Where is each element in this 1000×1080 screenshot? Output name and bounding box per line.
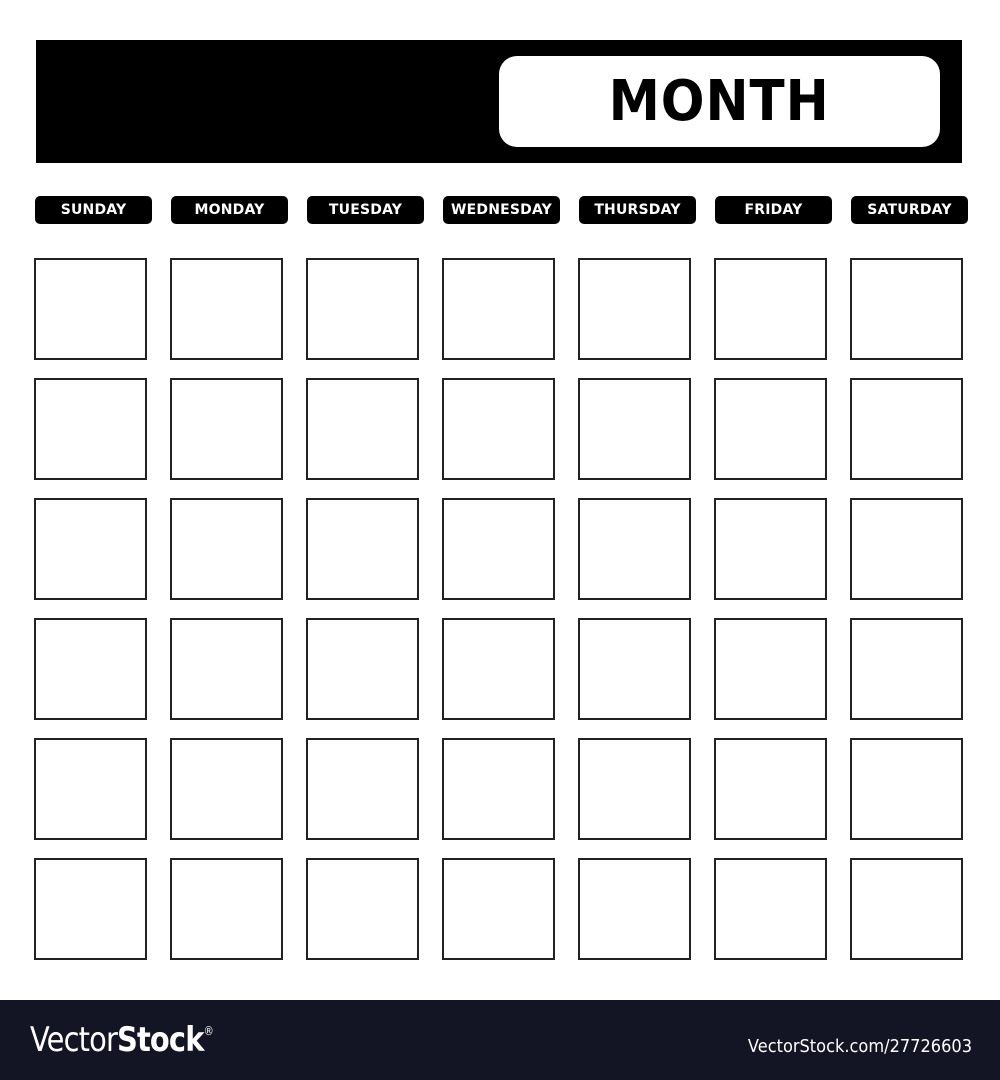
day-cell (306, 378, 419, 480)
day-cell (170, 258, 283, 360)
day-cell (578, 258, 691, 360)
day-cell (442, 498, 555, 600)
weekday-label-friday: FRIDAY (715, 196, 832, 224)
day-cell (306, 498, 419, 600)
day-cell (850, 498, 963, 600)
day-cell (170, 618, 283, 720)
day-cell (714, 738, 827, 840)
watermark-footer (0, 1000, 1000, 1080)
weekday-label-tuesday: TUESDAY (307, 196, 424, 224)
day-cell (170, 858, 283, 960)
day-cell (850, 618, 963, 720)
day-cell (34, 618, 147, 720)
day-cell (578, 498, 691, 600)
day-cell (578, 618, 691, 720)
day-cell (34, 378, 147, 480)
day-cell (442, 858, 555, 960)
day-cell (170, 498, 283, 600)
month-title-box (499, 56, 940, 147)
day-cell (578, 858, 691, 960)
header-bar (36, 40, 962, 163)
day-cell (442, 258, 555, 360)
day-cell (850, 858, 963, 960)
day-cell (714, 498, 827, 600)
weekday-label-sunday: SUNDAY (35, 196, 152, 224)
day-cell (34, 258, 147, 360)
day-cell (850, 738, 963, 840)
weekday-label-saturday: SATURDAY (851, 196, 968, 224)
brand-light: Vector (30, 1020, 117, 1060)
day-cell (170, 378, 283, 480)
day-cell (34, 498, 147, 600)
day-cell (442, 618, 555, 720)
brand-mark: ® (203, 1024, 213, 1038)
day-cell (578, 378, 691, 480)
day-cell (442, 738, 555, 840)
day-cell (850, 378, 963, 480)
weekday-label-thursday: THURSDAY (579, 196, 696, 224)
day-cell (306, 738, 419, 840)
weekday-label-wednesday: WEDNESDAY (443, 196, 560, 224)
brand-bold: Stock (116, 1020, 204, 1060)
day-cell (34, 858, 147, 960)
day-cell (34, 738, 147, 840)
day-cell (306, 258, 419, 360)
day-cell (578, 738, 691, 840)
day-cell (306, 858, 419, 960)
day-cell (714, 858, 827, 960)
day-cell (714, 378, 827, 480)
day-cell (170, 738, 283, 840)
image-id: VectorStock.com/27726603 (747, 1036, 972, 1057)
day-cell (306, 618, 419, 720)
day-cell (714, 258, 827, 360)
day-cell (442, 378, 555, 480)
vectorstock-logo (30, 1020, 213, 1060)
month-title: MONTH (608, 69, 831, 134)
day-cell (714, 618, 827, 720)
day-cell (850, 258, 963, 360)
weekday-label-monday: MONDAY (171, 196, 288, 224)
